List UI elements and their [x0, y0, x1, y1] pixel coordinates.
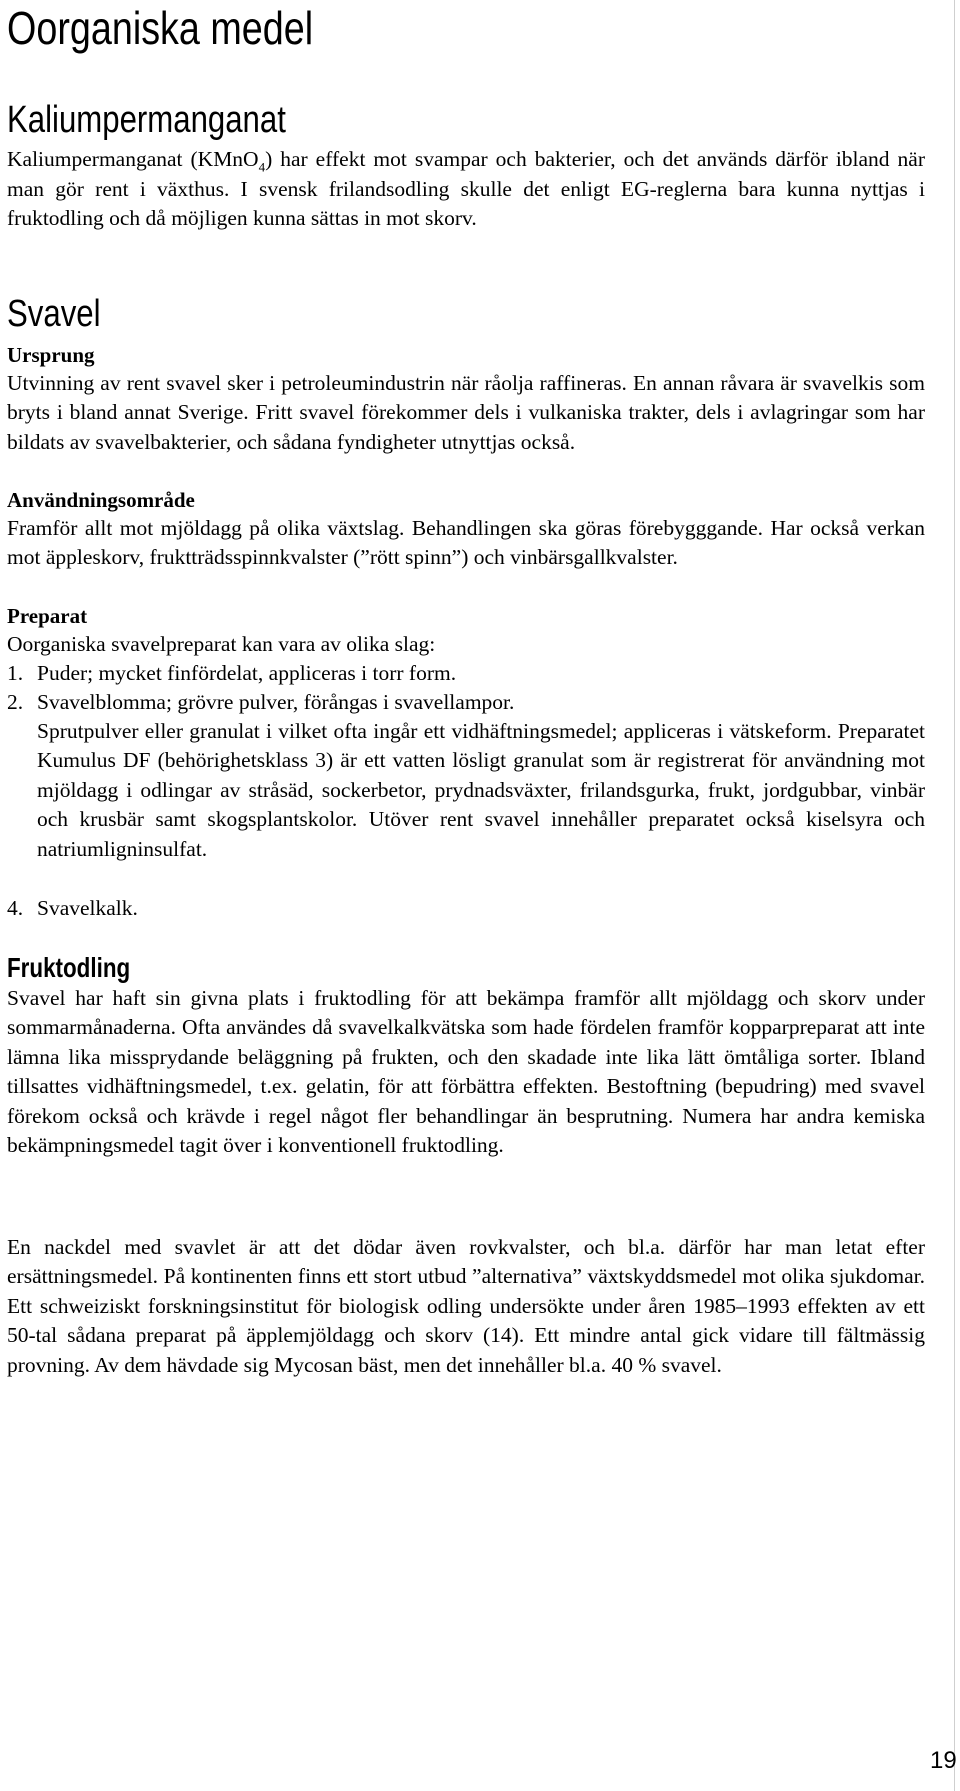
list-item-number: 1.: [7, 661, 24, 685]
preparat-intro: Oorganiska svavelpreparat kan vara av olika slag:: [7, 632, 436, 656]
list-item-text: Puder; mycket finfördelat, appliceras i torr form.: [37, 661, 457, 685]
page-number: 19: [930, 1747, 957, 1774]
kalium-text-end: ) har effekt mot svampar och bakterier, och det används därför ibland när man gör rent i växthus. I svensk frilandsodling skulle det enligt EG-reglerna bara kunna nyttjas i fruktodling och då möjligen kunna sättas in mot skorv.: [7, 147, 925, 231]
list-item-text: Svavelkalk.: [37, 896, 138, 920]
list-item-number: 4.: [7, 896, 24, 920]
anvandningsomrade-paragraph: Framför allt mot mjöldagg på olika växtslag. Behandlingen ska göras förebygggande. Har också verkan mot äppleskorv, fruktträdsspinnkvalster (”rött spinn”) och vinbärsgallkvalster.: [7, 516, 925, 570]
fruktodling-paragraph-1: Svavel har haft sin givna plats i fruktodling för att bekämpa framför allt mjöldagg och skorv under sommarmånaderna. Ofta användes då svavelkalkvätska som hade fördelen framför kopparpreparat att inte lämna lika missprydande beläggning på frukten, och den skadade inte lika lätt ömtåliga sorter. Ibland tillsattes vidhäftningsmedel, t.ex. gelatin, för att förbättra effekten. Bestoftning (bepudring) med svavel förekom också och krävde i regel något fler behandlingar än besprutning. Numera har andra kemiska bekämpningsmedel tagit över i konventionell fruktodling.: [7, 986, 925, 1158]
list-item-number: 2.: [7, 690, 24, 714]
page-title: Oorganiska medel: [7, 2, 314, 54]
list-item: [7, 894, 925, 923]
fruktodling-paragraph-2: En nackdel med svavlet är att det dödar även rovkvalster, och bl.a. därför har man letat efter ersättningsmedel. På kontinenten finns ett stort utbud ”alternativa” växtskyddsmedel mot olika sjukdomar. Ett schweiziskt forskningsinstitut för biologisk odling undersökte under åren 1985–1993 effekten av ett 50-tal sådana preparat på äpplemjöldagg och skorv (14). Ett mindre antal gick vidare till fältmässig provning. Av dem hävdade sig Mycosan bäst, men det innehåller bl.a. 40 % svavel.: [7, 1235, 925, 1377]
list-item-text: Svavelblomma; grövre pulver, förångas i svavellampor.: [37, 690, 515, 714]
heading-fruktodling: Fruktodling: [7, 952, 131, 983]
list-item: [7, 659, 925, 688]
list-item: [7, 717, 925, 864]
heading-svavel: Svavel: [7, 293, 101, 335]
list-item-number: [7, 717, 37, 746]
list-item: [7, 688, 925, 717]
subheading-preparat: Preparat: [7, 604, 88, 628]
ursprung-paragraph: Utvinning av rent svavel sker i petroleumindustrin när råolja raffineras. En annan råvara är svavelkis som bryts i bland annat Sverige. Fritt svavel förekommer dels i vulkaniska trakter, dels i avlagringar som har bildats av svavelbakterier, och sådana fyndigheter utnyttjas också.: [7, 371, 925, 454]
kalium-text-start: Kaliumpermanganat (KMnO: [7, 147, 259, 171]
kalium-subscript: 4: [258, 159, 266, 175]
list-item-text: Sprutpulver eller granulat i vilket ofta ingår ett vidhäftningsmedel; appliceras i vätskeform. Preparatet Kumulus DF (behörighetsklass 3) är ett vatten lösligt granulat som är registrerat för användning mot mjöldagg i odlingar av stråsäd, sockerbetor, prydnadsväxter, frilandsgurka, frukt, jordgubbar, vinbär och krusbär samt skogsplantskolor. Utöver rent svavel innehåller preparatet också kiselsyra och natriumligninsulfat.: [37, 719, 925, 861]
kaliumpermanganat-paragraph: [7, 145, 925, 234]
page-margin-rule: [954, 0, 955, 1791]
heading-kaliumpermanganat: Kaliumpermanganat: [7, 99, 286, 141]
subheading-anvandningsomrade: Användningsområde: [7, 488, 195, 512]
subheading-ursprung: Ursprung: [7, 343, 95, 367]
